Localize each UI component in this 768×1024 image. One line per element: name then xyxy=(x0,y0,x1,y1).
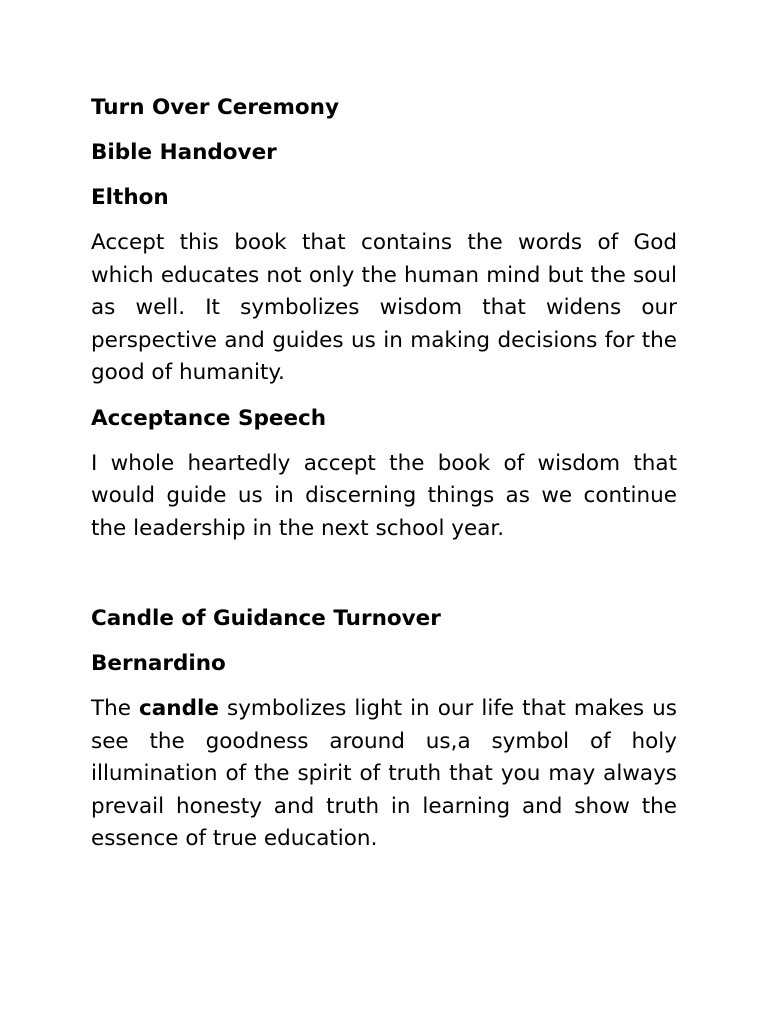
candle-turnover-text xyxy=(91,693,677,856)
bible-handover-text: Accept this book that contains the words of God which educates not only the human mind but the soul as well. It symbolizes wisdom that widens our perspective and guides us in making decisions for the good of humanity. xyxy=(91,230,677,385)
bible-speaker-name: Elthon xyxy=(91,185,169,210)
bible-handover-heading: Bible Handover xyxy=(91,140,277,165)
candle-text-before: The xyxy=(91,696,140,721)
acceptance-speech-text: I whole heartedly accept the book of wisdom that would guide us in discerning things as we continue the leadership in the next school year. xyxy=(91,450,677,541)
candle-text-bold: candle xyxy=(139,696,219,721)
acceptance-speech-heading: Acceptance Speech xyxy=(91,405,327,431)
candle-text-after: symbolizes light in our life that makes us see the goodness around us,a symbol of holy illumination of the spirit of truth that you may always prevail honesty and truth in learning and show the essence of true education. xyxy=(91,696,678,851)
candle-speaker-name: Bernardino xyxy=(91,651,226,676)
document-page xyxy=(91,92,677,869)
ceremony-title: Turn Over Ceremony xyxy=(91,95,340,120)
candle-turnover-heading: Candle of Guidance Turnover xyxy=(91,606,441,631)
